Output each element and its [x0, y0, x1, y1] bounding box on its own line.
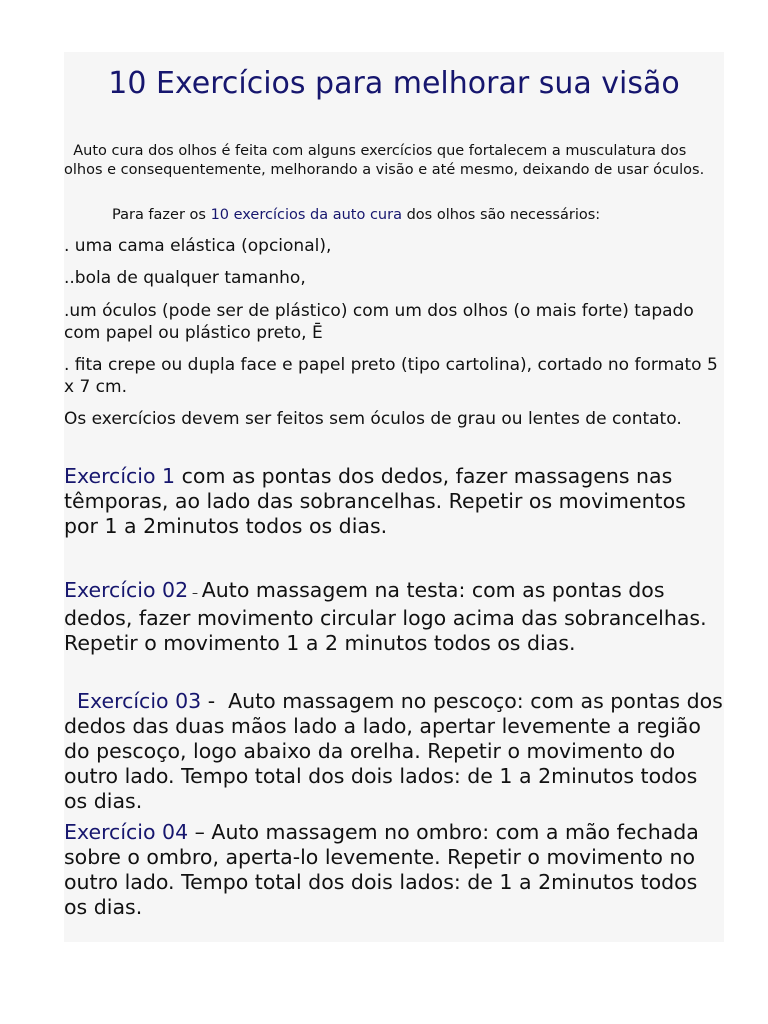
- exercise-1: [64, 464, 724, 539]
- exercise-3-sep: -: [201, 689, 229, 713]
- exercise-2: [64, 578, 724, 656]
- page-title: 10 Exercícios para melhorar sua visão: [108, 66, 680, 101]
- requirements-intro-pre: Para fazer os: [112, 207, 211, 223]
- exercise-1-text: com as pontas dos dedos, fazer massagens nas têmporas, ao lado das sobrancelhas. Repetir os movimentos por 1 a 2minutos todos os dias.: [64, 464, 693, 538]
- list-item: Os exercícios devem ser feitos sem óculos de grau ou lentes de contato.: [64, 409, 682, 429]
- document-page: [64, 52, 730, 942]
- exercise-2-sep: –: [188, 586, 202, 600]
- exercise-1-label: Exercício 1: [64, 464, 176, 488]
- requirements-intro-post: dos olhos são necessários:: [401, 207, 601, 223]
- exercise-3-label: Exercício 03: [64, 689, 202, 713]
- exercise-4-sep: –: [188, 820, 212, 844]
- list-item: . uma cama elástica (opcional),: [64, 236, 332, 256]
- exercise-4-label: Exercício 04: [64, 820, 189, 844]
- list-item: .um óculos (pode ser de plástico) com um dos olhos (o mais forte) tapado com papel ou plástico preto, Ē: [64, 301, 694, 343]
- exercise-2-text: Auto massagem na testa: com as pontas dos dedos, fazer movimento circular logo acima das sobrancelhas. Repetir o movimento 1 a 2 minutos todos os dias.: [64, 578, 714, 655]
- exercise-3-text: Auto massagem no pescoço: com as pontas dos dedos das duas mãos lado a lado, apertar levemente a região do pescoço, logo abaixo da orelha. Repetir o movimento do outro lado. Tempo total dos dois lados: de 1 a 2minutos todos os dias.: [64, 689, 730, 813]
- exercise-3: [64, 689, 730, 814]
- exercise-4-text: Auto massagem no ombro: com a mão fechada sobre o ombro, aperta-lo levemente. Repetir o movimento no outro lado. Tempo total dos dois lados: de 1 a 2minutos todos os dias.: [64, 820, 706, 919]
- list-item: ..bola de qualquer tamanho,: [64, 268, 306, 288]
- list-item: . fita crepe ou dupla face e papel preto (tipo cartolina), cortado no formato 5 x 7 cm.: [64, 355, 718, 397]
- auto-cura-link[interactable]: 10 exercícios da auto cura: [210, 207, 402, 223]
- exercise-4: [64, 820, 724, 920]
- intro-paragraph: Auto cura dos olhos é feita com alguns exercícios que fortalecem a musculatura dos olhos e consequentemente, melhorando a visão e até mesmo, deixando de usar óculos.: [64, 143, 705, 178]
- requirements-intro: [64, 206, 724, 224]
- exercise-2-label: Exercício 02: [64, 578, 189, 602]
